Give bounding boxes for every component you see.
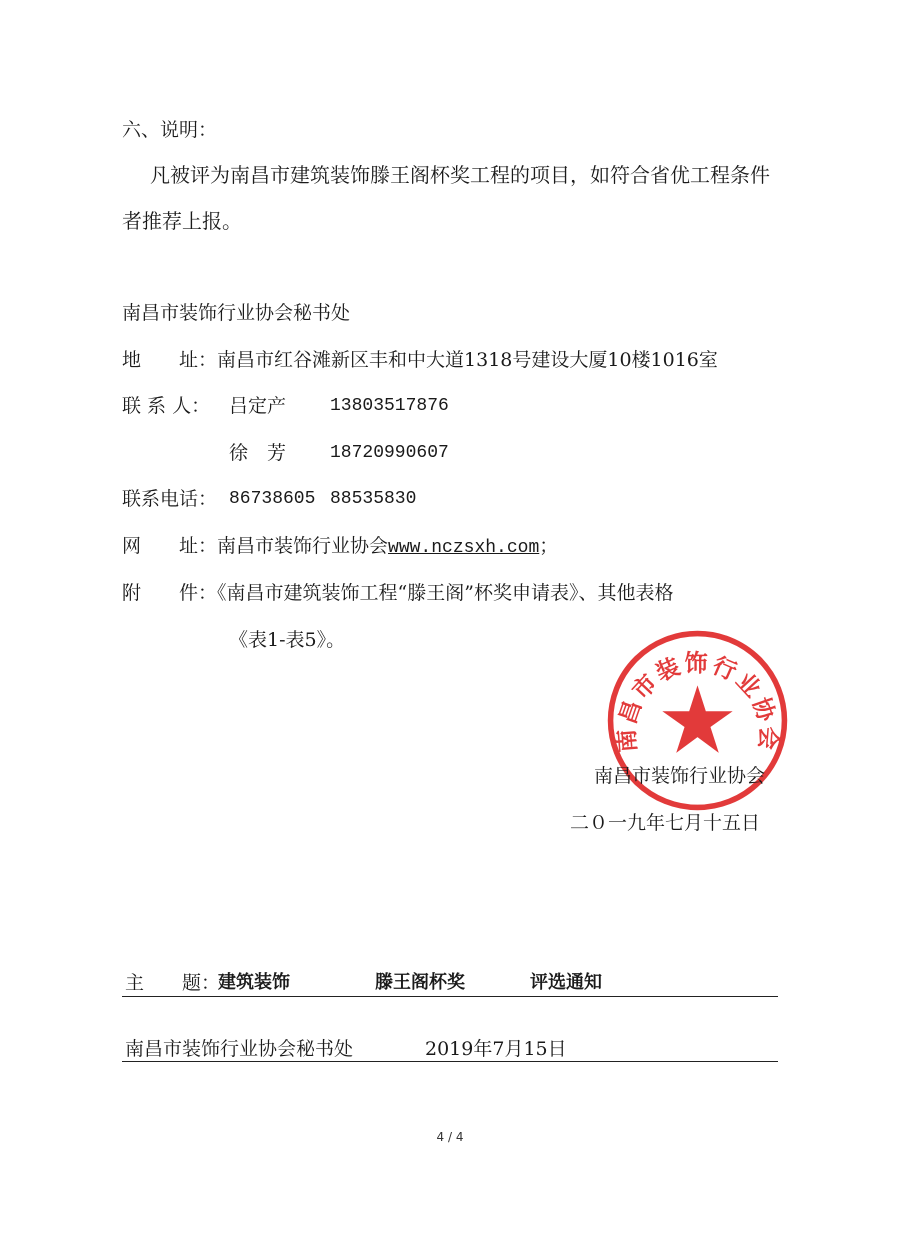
tel-1: 86738605 bbox=[229, 489, 316, 509]
contact-person-2-phone: 18720990607 bbox=[330, 443, 449, 463]
subject-row bbox=[125, 970, 220, 996]
issue-date: 2019年7月15日 bbox=[425, 1038, 567, 1060]
signature-date: 二０一九年七月十五日 bbox=[570, 812, 761, 834]
attachment-line-2: 《表1-表5》。 bbox=[229, 629, 346, 651]
website-row bbox=[122, 533, 558, 561]
signature-org: 南昌市装饰行业协会 bbox=[594, 765, 766, 787]
tel-label: 联系电话： bbox=[122, 488, 218, 510]
contact-person-1-name: 吕定产 bbox=[229, 395, 287, 417]
address-value: 南昌市红谷滩新区丰和中大道1318号建设大厦10楼1016室 bbox=[217, 349, 718, 371]
subject-keyword-3: 评选通知 bbox=[530, 972, 602, 993]
attachment-line-1: 《南昌市建筑装饰工程“滕王阁”杯奖申请表》、其他表格 bbox=[217, 582, 674, 604]
tel-row bbox=[122, 486, 217, 512]
subject-keyword-1: 建筑装饰 bbox=[218, 972, 290, 993]
contact-person-row-1 bbox=[122, 393, 210, 419]
subject-label: 主 题： bbox=[125, 972, 221, 994]
paragraph-line-1: 凡被评为南昌市建筑装饰滕王阁杯奖工程的项目，如符合省优工程条件 bbox=[150, 163, 770, 187]
paragraph-line-2: 者推荐上报。 bbox=[122, 209, 242, 233]
page-number: 4 / 4 bbox=[436, 1130, 464, 1144]
website-org: 南昌市装饰行业协会 bbox=[217, 535, 389, 557]
website-label: 网 址： bbox=[122, 535, 218, 557]
contact-person-label: 联 系 人： bbox=[122, 395, 211, 417]
subject-keyword-2: 滕王阁杯奖 bbox=[375, 972, 465, 993]
section-heading: 六、说明： bbox=[122, 119, 218, 141]
website-link[interactable]: www.nczsxh.com bbox=[388, 538, 540, 558]
contact-org: 南昌市装饰行业协会秘书处 bbox=[122, 302, 351, 324]
issuer-underline bbox=[122, 1061, 778, 1062]
address-label: 地 址： bbox=[122, 349, 218, 371]
address-row bbox=[122, 347, 718, 373]
subject-underline bbox=[122, 996, 778, 997]
contact-person-1-phone: 13803517876 bbox=[330, 396, 449, 416]
attachment-row bbox=[122, 580, 673, 606]
contact-person-2-name: 徐 芳 bbox=[229, 442, 287, 464]
tel-2: 88535830 bbox=[330, 489, 417, 509]
attachment-label: 附 件： bbox=[122, 582, 218, 604]
website-end: ； bbox=[539, 535, 559, 557]
seal-star-icon bbox=[662, 685, 732, 753]
seal-text: 南昌市装饰行业协会 bbox=[613, 651, 782, 754]
issuer: 南昌市装饰行业协会秘书处 bbox=[125, 1038, 354, 1060]
